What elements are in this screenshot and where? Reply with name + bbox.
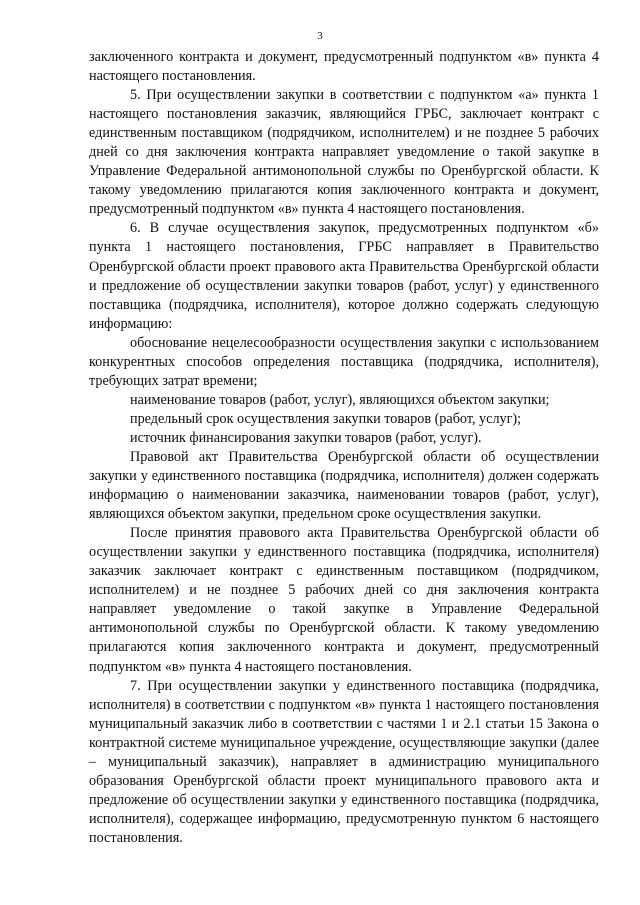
- paragraph-legal-act: Правовой акт Правительства Оренбургской области об осуществлении закупки у единственного поставщика (подрядчика, исполнителя) должен содержать информацию о наименовании заказчика, наименовании товаров (работ, услуг), являющихся объектом закупки, предельном сроке осуществления закупки.: [89, 448, 599, 523]
- document-body: [89, 48, 599, 848]
- paragraph-item-5: 5. При осуществлении закупки в соответствии с подпунктом «а» пункта 1 настоящего постановления заказчик, являющийся ГРБС, заключает контракт с единственным поставщиком (подрядчиком, исполнителем) и не позднее 5 рабочих дней со дня заключения контракта направляет уведомление о такой закупке в Управление Федеральной антимонопольной службы по Оренбургской области. К такому уведомлению прилагаются копия заключенного контракта и документ, предусмотренный подпунктом «в» пункта 4 настоящего постановления.: [89, 87, 599, 218]
- paragraph-funding-source: источник финансирования закупки товаров (работ, услуг).: [130, 429, 482, 446]
- page-number: 3: [317, 30, 323, 42]
- paragraph-item-6: 6. В случае осуществления закупок, предусмотренных подпунктом «б» пункта 1 настоящего постановления, ГРБС направляет в Правительство Оренбургской области проект правового акта Правительства Оренбургской области и предложение об осуществлении закупки товаров (работ, услуг) у единственного поставщика (подрядчика, исполнителя), которое должно содержать следующую информацию:: [89, 220, 599, 332]
- paragraph-continuation: заключенного контракта и документ, предусмотренный подпунктом «в» пункта 4 настоящего постановления.: [89, 49, 599, 85]
- paragraph-justification: обоснование нецелесообразности осуществления закупки с использованием конкурентных способов определения поставщика (подрядчика, исполнителя), требующих затрат времени;: [89, 334, 599, 389]
- paragraph-after-adoption: После принятия правового акта Правительства Оренбургской области об осуществлении закупки у единственного поставщика (подрядчика, исполнителя) заказчик заключает контракт с единственным поставщиком (подрядчиком, исполнителем) и не позднее 5 рабочих дней со дня заключения контракта направляет уведомление о такой закупке в Управление Федеральной антимонопольной службы по Оренбургской области. К такому уведомлению прилагаются копия заключенного контракта и документ, предусмотренный подпунктом «в» пункта 4 настоящего постановления.: [89, 525, 599, 675]
- paragraph-deadline: предельный срок осуществления закупки товаров (работ, услуг);: [130, 410, 522, 427]
- paragraph-item-7: 7. При осуществлении закупки у единственного поставщика (подрядчика, исполнителя) в соответствии с подпунктом «в» пункта 1 настоящего постановления муниципальный заказчик либо в соответствии с частями 1 и 2.1 статьи 15 Закона о контрактной системе муниципальное учреждение, осуществляющие закупки (далее – муниципальный заказчик), направляет в администрацию муниципального образования Оренбургской области проект муниципального правового акта и предложение об осуществлении закупки у единственного поставщика (подрядчика, исполнителя), содержащее информацию, предусмотренную пунктом 6 настоящего постановления.: [89, 677, 599, 846]
- paragraph-goods-name: наименование товаров (работ, услуг), являющихся объектом закупки;: [130, 391, 550, 408]
